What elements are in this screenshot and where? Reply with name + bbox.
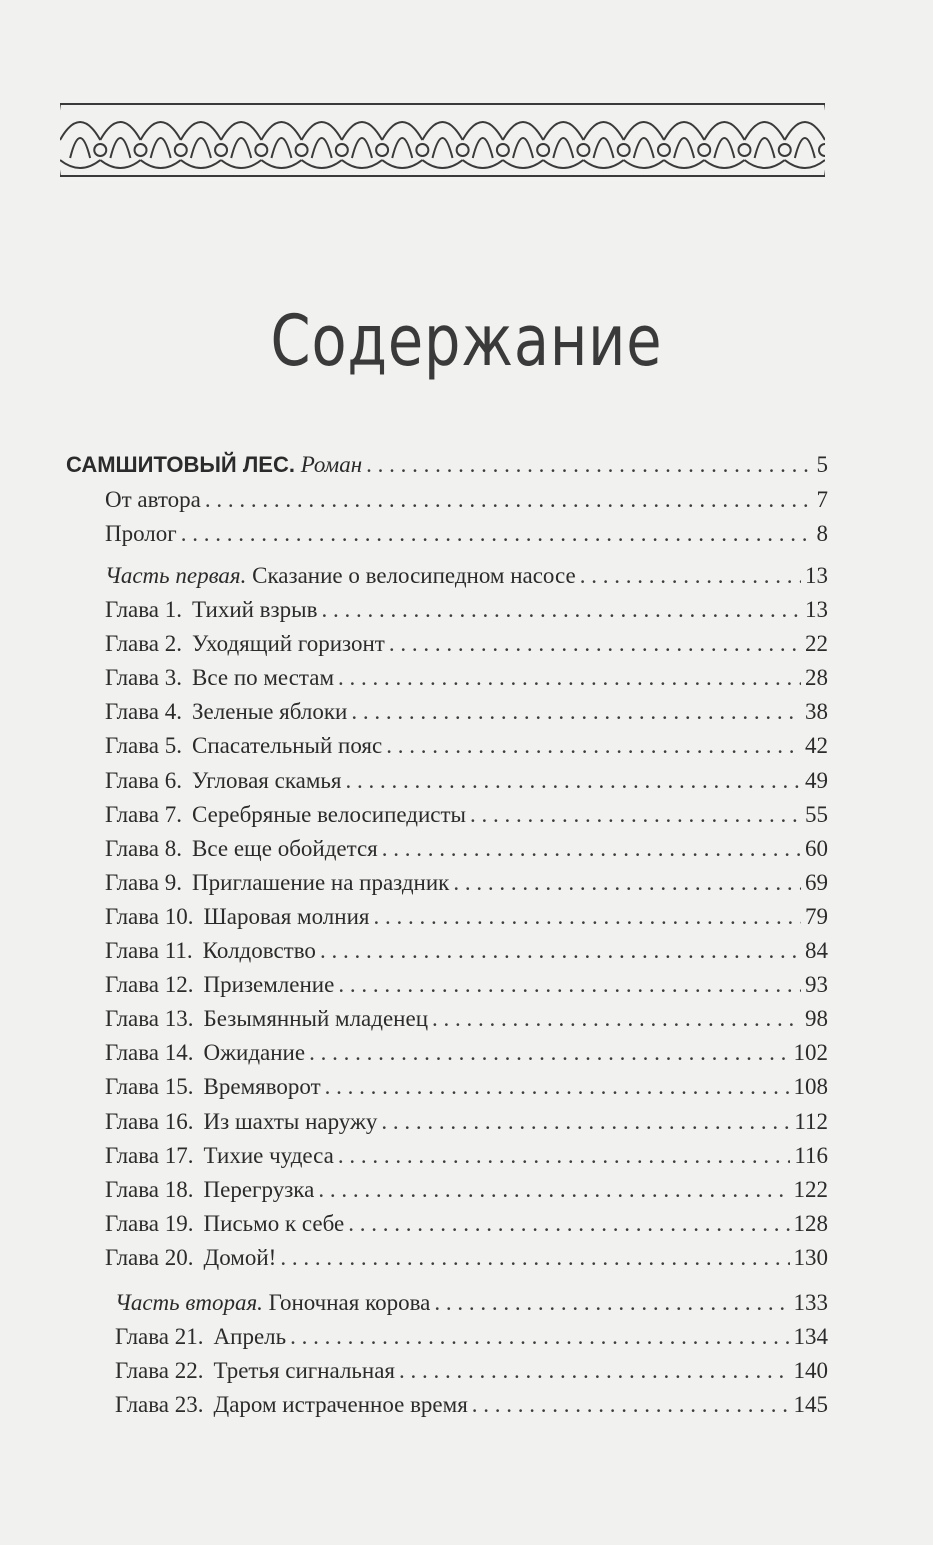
chapter-number: Глава 12. [105,972,194,998]
chapter-title: Зеленые яблоки [192,699,348,725]
leader-dots [580,561,801,591]
chapter-number: Глава 6. [105,767,183,793]
book-title: САМШИТОВЫЙ ЛЕС. [66,452,295,477]
toc-row-chapter[interactable] [105,1034,828,1068]
chapter-number: Глава 3. [105,665,183,691]
part-title: Гоночная корова [268,1290,431,1315]
chapter-number: Глава 4. [105,699,183,725]
chapter-title: Третья сигнальная [213,1358,396,1383]
entry-title: От автора [105,487,201,512]
page-number: 69 [805,869,828,895]
page-number: 133 [793,1290,828,1315]
toc-row-chapter[interactable] [105,1205,828,1239]
leader-dots [434,1288,789,1318]
toc-row-chapter[interactable] [105,659,828,693]
leader-dots [366,450,812,480]
leader-dots [325,1072,790,1102]
page-number: 128 [793,1210,828,1236]
chapter-number: Глава 2. [105,631,183,657]
part-title: Сказание о велосипедном насосе [252,563,576,588]
toc-row-front[interactable] [105,481,828,515]
page-number: 93 [805,972,828,998]
toc-row-chapter[interactable] [105,864,828,898]
leader-dots [432,1004,801,1034]
page-number: 55 [805,801,828,827]
leader-dots [386,731,801,761]
part-label: Часть первая. [105,563,247,588]
page-number: 112 [794,1108,828,1134]
toc-row-part[interactable] [105,557,828,591]
chapter-number: Глава 9. [105,869,183,895]
toc-row-chapter[interactable] [105,1137,828,1171]
page-number: 8 [816,521,828,546]
book-genre: Роман [300,452,363,477]
chapter-title: Уходящий горизонт [192,631,385,657]
toc-row-chapter[interactable] [105,796,828,830]
chapter-number: Глава 21. [115,1324,204,1349]
chapter-title: Все по местам [192,665,335,691]
toc-row-chapter[interactable] [115,1386,828,1420]
chapter-number: Глава 20. [105,1244,194,1270]
toc-row-chapter[interactable] [105,1171,828,1205]
toc-row-chapter[interactable] [115,1318,828,1352]
chapter-title: Тихие чудеса [203,1142,334,1168]
chapter-title: Спасательный пояс [192,733,383,759]
part-label: Часть вторая. [115,1290,263,1315]
chapter-title: Шаровая молния [203,903,370,929]
leader-dots [309,1038,789,1068]
toc-row-chapter[interactable] [105,932,828,966]
leader-dots [346,766,802,796]
chapter-title: Письмо к себе [203,1210,345,1236]
chapter-title: Даром истраченное время [213,1392,468,1417]
leader-dots [470,800,801,830]
page-number: 79 [805,903,828,929]
toc-row-part[interactable] [115,1284,828,1318]
leader-dots [205,485,813,515]
chapter-title: Тихий взрыв [192,597,318,622]
chapter-title: Безымянный младенец [203,1006,429,1032]
chapter-title: Приглашение на праздник [192,869,450,895]
leader-dots [320,936,801,966]
chapter-number: Глава 16. [105,1108,194,1134]
leader-dots [321,595,801,625]
toc-row-chapter[interactable] [105,830,828,864]
page-number: 38 [805,699,828,725]
toc-row-chapter[interactable] [105,1068,828,1102]
chapter-title: Из шахты наружу [203,1108,378,1134]
chapter-title: Колдовство [202,938,316,963]
page-number: 60 [805,835,828,861]
leader-dots [389,629,801,659]
chapter-title: Угловая скамья [192,767,342,793]
chapter-title: Все еще обойдется [192,835,378,861]
leader-dots [280,1243,789,1273]
page-number: 13 [805,563,828,588]
leader-dots [382,834,801,864]
leader-dots [453,868,801,898]
leader-dots [338,663,801,693]
chapter-number: Глава 8. [105,835,183,861]
page-number: 22 [805,631,828,657]
chapter-number: Глава 15. [105,1074,194,1100]
chapter-number: Глава 13. [105,1006,194,1032]
leader-dots [381,1107,790,1137]
page-title: Содержание [270,300,663,382]
page-number: 98 [805,1006,828,1032]
page-number: 5 [816,452,828,477]
toc-row-chapter[interactable] [105,1000,828,1034]
chapter-number: Глава 5. [105,733,183,759]
leader-dots [472,1390,790,1420]
chapter-title: Домой! [203,1244,277,1270]
toc-row-chapter[interactable] [105,727,828,761]
page-number: 49 [805,767,828,793]
page-number: 140 [793,1358,828,1383]
chapter-number: Глава 22. [115,1358,204,1383]
chapter-number: Глава 7. [105,801,183,827]
toc-row-front[interactable] [105,515,828,549]
chapter-number: Глава 1. [105,597,183,622]
toc-row-chapter[interactable] [105,625,828,659]
chapter-number: Глава 17. [105,1142,194,1168]
leader-dots [318,1175,789,1205]
toc-row-chapter[interactable] [105,693,828,727]
toc-row-chapter[interactable] [105,898,828,932]
leader-dots [181,519,813,549]
toc-row-chapter[interactable] [105,591,828,625]
chapter-number: Глава 11. [105,938,193,963]
page-number: 102 [793,1040,828,1066]
leader-dots [338,970,801,1000]
page-number: 134 [793,1324,828,1349]
toc-row-chapter[interactable] [115,1352,828,1386]
leader-dots [399,1356,789,1386]
chapter-title: Приземление [203,972,335,998]
chapter-title: Апрель [213,1324,287,1349]
page-number: 7 [816,487,828,512]
page-number: 130 [793,1244,828,1270]
page-number: 28 [805,665,828,691]
toc-row-chapter[interactable] [105,966,828,1000]
leader-dots [351,697,801,727]
chapter-number: Глава 14. [105,1040,194,1066]
entry-title: Пролог [105,521,177,546]
chapter-title: Перегрузка [203,1176,315,1202]
toc-row-chapter[interactable] [105,1103,828,1137]
leader-dots [373,902,801,932]
page-number: 84 [805,938,828,963]
toc-row-chapter[interactable] [105,1239,828,1273]
page-number: 42 [805,733,828,759]
chapter-title: Ожидание [203,1040,306,1066]
toc-row-chapter[interactable] [105,762,828,796]
chapter-number: Глава 23. [115,1392,204,1417]
leader-dots [290,1322,789,1352]
chapter-title: Серебряные велосипедисты [192,801,467,827]
chapter-number: Глава 19. [105,1210,194,1236]
chapter-title: Времяворот [203,1074,321,1100]
toc-row-book[interactable] [66,446,828,480]
leader-dots [338,1141,790,1171]
chapter-number: Глава 10. [105,903,194,929]
page-number: 108 [793,1074,828,1100]
page-number: 145 [793,1392,828,1417]
leader-dots [348,1209,789,1239]
chapter-number: Глава 18. [105,1176,194,1202]
page-number: 13 [805,597,828,622]
page-number: 116 [794,1142,828,1168]
page-number: 122 [793,1176,828,1202]
